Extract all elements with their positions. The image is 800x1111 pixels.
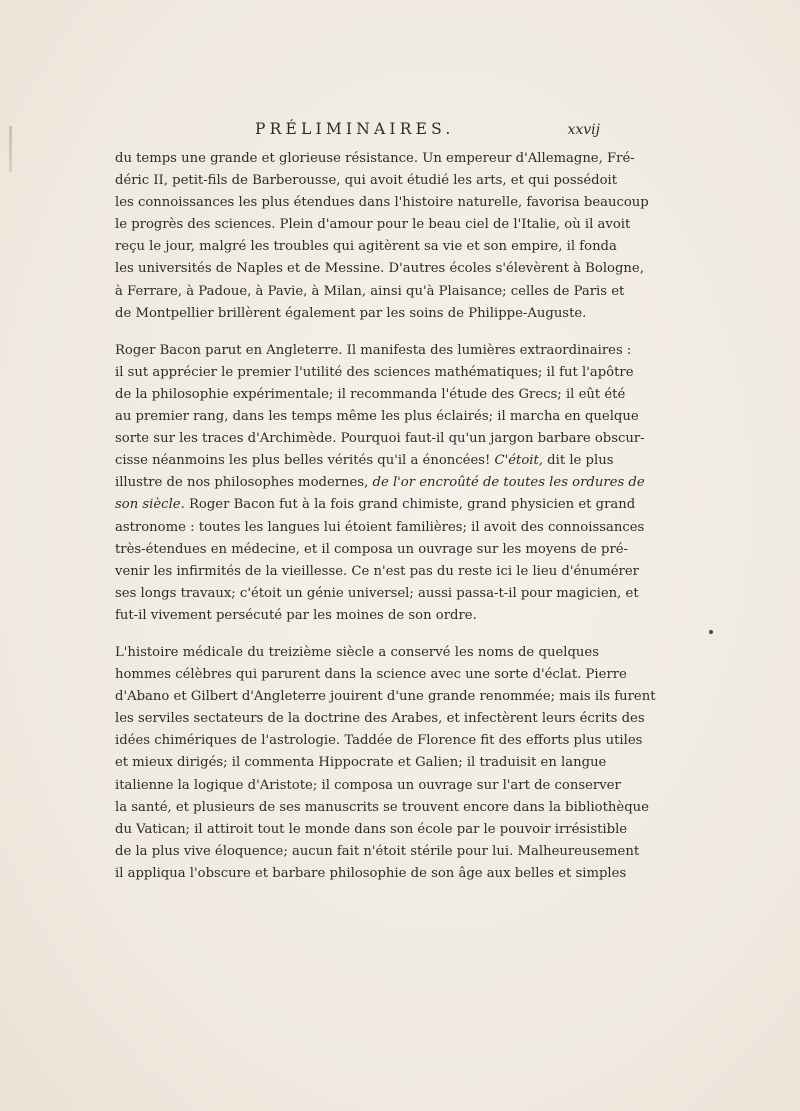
text-run: à Ferrare, à Padoue, à Pavie, à Milan, ainsi qu'à Plaisance; celles de Paris et bbox=[115, 283, 625, 299]
text-line bbox=[115, 281, 625, 303]
italic-text: de l'or encroûté de toutes les ordures de bbox=[372, 475, 645, 491]
text-run: reçu le jour, malgré les troubles qui agitèrent sa vie et son empire, il fonda bbox=[115, 239, 617, 255]
text-line bbox=[115, 686, 656, 708]
text-line bbox=[115, 539, 629, 561]
text-run: venir les infirmités de la vieillesse. Ce n'est pas du reste ici le lieu d'énumérer bbox=[115, 563, 639, 579]
text-line bbox=[115, 236, 617, 258]
text-line bbox=[115, 863, 627, 885]
text-run: Roger Bacon fut à la fois grand chimiste, grand physicien et grand bbox=[184, 497, 636, 513]
text-run: cisse néanmoins les plus belles vérités qu'il a énoncées! bbox=[115, 453, 495, 469]
text-line bbox=[115, 708, 645, 730]
text-run: Roger Bacon parut en Angleterre. Il manifesta des lumières extraordinaires : bbox=[115, 342, 632, 358]
text-line bbox=[115, 340, 632, 362]
text-run: sorte sur les traces d'Archimède. Pourquoi faut-il qu'un jargon barbare obscur- bbox=[115, 431, 645, 447]
text-run: italienne la logique d'Aristote; il composa un ouvrage sur l'art de conserver bbox=[115, 777, 621, 793]
ink-speck bbox=[709, 630, 713, 634]
text-run: le progrès des sciences. Plein d'amour pour le beau ciel de l'Italie, où il avoit bbox=[115, 217, 631, 233]
text-run: de la philosophie expérimentale; il recommanda l'étude des Grecs; il eût été bbox=[115, 386, 626, 402]
text-line bbox=[115, 450, 614, 472]
body-text bbox=[115, 148, 656, 900]
text-run: idées chimériques de l'astrologie. Taddée de Florence fit des efforts plus utiles bbox=[115, 733, 643, 749]
text-run: du Vatican; il attiroit tout le monde dans son école par le pouvoir irrésistible bbox=[115, 821, 628, 837]
text-run: de Montpellier brillèrent également par les soins de Philippe-Auguste. bbox=[115, 305, 587, 321]
text-line bbox=[115, 384, 626, 406]
text-run: la santé, et plusieurs de ses manuscrits se trouvent encore dans la bibliothèque bbox=[115, 799, 649, 815]
italic-text: son siècle. bbox=[115, 497, 185, 513]
italic-text: C'étoit, bbox=[494, 453, 543, 469]
text-line bbox=[115, 730, 643, 752]
text-line bbox=[115, 170, 618, 192]
text-line bbox=[115, 494, 636, 516]
text-run: il appliqua l'obscure et barbare philosophie de son âge aux belles et simples bbox=[115, 865, 627, 881]
text-line bbox=[115, 841, 640, 863]
text-line bbox=[115, 664, 627, 686]
text-run: dit le plus bbox=[542, 453, 614, 469]
paragraph bbox=[115, 340, 645, 627]
text-run: et mieux dirigés; il commenta Hippocrate et Galien; il traduisit en langue bbox=[115, 755, 607, 771]
text-run: déric II, petit-fils de Barberousse, qui avoit étudié les arts, et qui possédoit bbox=[115, 173, 618, 189]
text-line bbox=[115, 406, 639, 428]
paragraph bbox=[115, 642, 656, 885]
text-line bbox=[115, 642, 599, 664]
text-line bbox=[115, 148, 635, 170]
text-run: illustre de nos philosophes modernes, bbox=[115, 475, 373, 491]
text-run: ses longs travaux; c'étoit un génie universel; aussi passa-t-il pour magicien, et bbox=[115, 585, 639, 601]
text-line bbox=[115, 819, 628, 841]
text-run: les universités de Naples et de Messine. D'autres écoles s'élevèrent à Bologne, bbox=[115, 261, 644, 277]
text-run: L'histoire médicale du treizième siècle a conservé les noms de quelques bbox=[115, 644, 599, 660]
text-run: au premier rang, dans les temps même les plus éclairés; il marcha en quelque bbox=[115, 409, 639, 425]
text-run: de la plus vive éloquence; aucun fait n'étoit stérile pour lui. Malheureusement bbox=[115, 843, 640, 859]
text-line bbox=[115, 192, 649, 214]
running-head-title: PRÉLIMINAIRES. bbox=[255, 120, 455, 138]
paragraph bbox=[115, 148, 649, 325]
text-run: fut-il vivement persécuté par les moines de son ordre. bbox=[115, 607, 477, 623]
text-line bbox=[115, 605, 599, 627]
text-line bbox=[115, 303, 599, 325]
text-line bbox=[115, 258, 644, 280]
text-line bbox=[115, 517, 645, 539]
text-run: d'Abano et Gilbert d'Angleterre jouirent d'une grande renommée; mais ils furent bbox=[115, 689, 656, 705]
text-line bbox=[115, 775, 621, 797]
text-line bbox=[115, 362, 634, 384]
text-line bbox=[115, 214, 631, 236]
text-line bbox=[115, 752, 607, 774]
text-run: hommes célèbres qui parurent dans la science avec une sorte d'éclat. Pierre bbox=[115, 667, 627, 683]
text-run: du temps une grande et glorieuse résistance. Un empereur d'Allemagne, Fré- bbox=[115, 151, 635, 166]
text-line bbox=[115, 583, 639, 605]
text-line bbox=[115, 428, 645, 450]
text-line bbox=[115, 472, 645, 494]
text-run: les serviles sectateurs de la doctrine des Arabes, et infectèrent leurs écrits des bbox=[115, 711, 645, 727]
page-number: xxvij bbox=[567, 122, 600, 138]
text-run: astronome : toutes les langues lui étoient familières; il avoit des connoissances bbox=[115, 519, 645, 535]
text-line bbox=[115, 561, 639, 583]
running-head bbox=[100, 120, 600, 144]
text-run: les connoissances les plus étendues dans l'histoire naturelle, favorisa beaucoup bbox=[115, 195, 649, 211]
text-run: très-étendues en médecine, et il composa un ouvrage sur les moyens de pré- bbox=[115, 541, 629, 557]
margin-stain bbox=[9, 126, 12, 172]
text-line bbox=[115, 797, 649, 819]
text-run: il sut apprécier le premier l'utilité des sciences mathématiques; il fut l'apôtre bbox=[115, 364, 634, 380]
